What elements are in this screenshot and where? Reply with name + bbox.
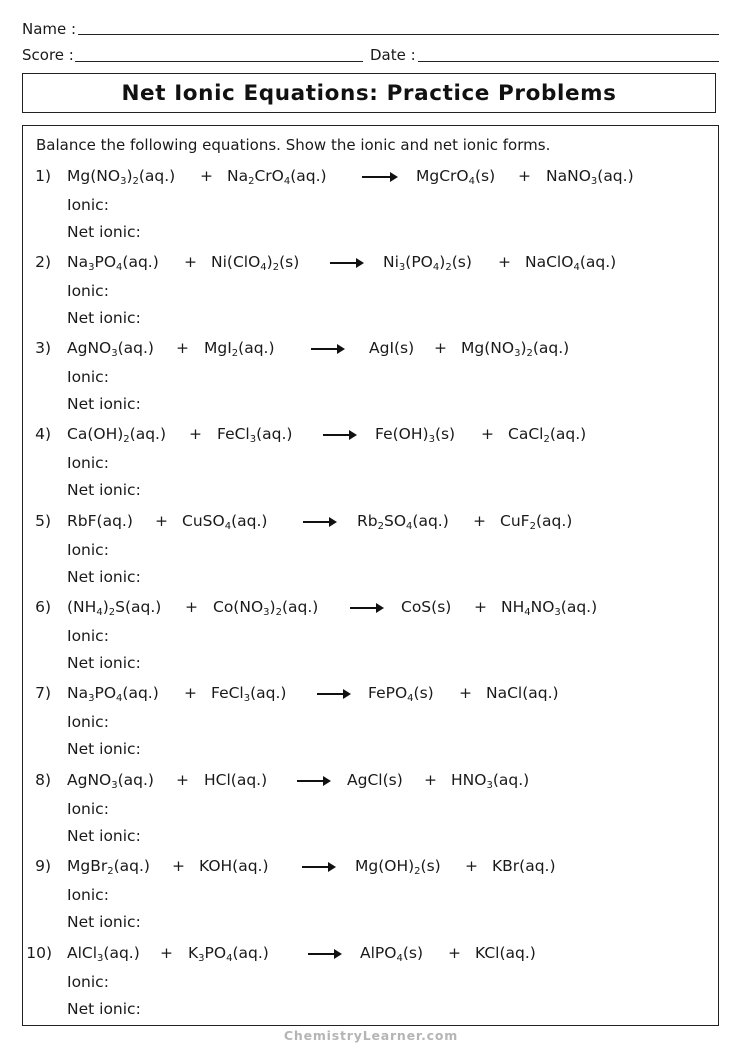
product-1: AgI(s) [369,339,415,357]
problem-number: 3) [35,339,51,357]
ionic-label: Ionic: [67,196,109,214]
net-ionic-label: Net ionic: [67,654,141,672]
plus-sign: + [185,598,198,616]
reactant-2: KOH(aq.) [199,857,269,875]
problem-10 [0,944,742,1030]
reactant-2: $Co(NO_3)_2(aq.)$ [213,598,319,618]
product-1: $Rb_2SO_4(aq.)$ [357,512,449,532]
product-2: KCl(aq.) [475,944,536,962]
page-title: Net Ionic Equations: Practice Problems [121,80,617,106]
plus-sign: + [498,253,511,271]
problem-4 [0,425,742,511]
product-2: CaCl$_2$(aq.) [508,425,587,445]
net-ionic-label: Net ionic: [67,827,141,845]
problem-8 [0,771,742,857]
date-label: Date : [370,46,416,64]
ionic-label: Ionic: [67,627,109,645]
reaction-arrow-icon [330,262,362,264]
net-ionic-label: Net ionic: [67,309,141,327]
problem-number: 2) [35,253,51,271]
reactant-1: $Na_3PO_4(aq.)$ [67,684,159,704]
reactant-1: AlCl$_3$(aq.) [67,944,140,964]
reaction-arrow-icon [303,521,335,523]
plus-sign: + [474,598,487,616]
product-1: AgCl(s) [347,771,403,789]
ionic-label: Ionic: [67,454,109,472]
product-1: MgCrO$_4$(s) [416,167,496,187]
plus-sign: + [176,339,189,357]
problem-2 [0,253,742,339]
plus-sign: + [518,167,531,185]
reaction-arrow-icon [350,607,382,609]
name-field[interactable] [78,34,719,35]
reactant-2: MgI$_2$(aq.) [204,339,275,359]
plus-sign: + [160,944,173,962]
name-label: Name : [22,20,77,38]
reactant-1: MgBr$_2$(aq.) [67,857,150,877]
reactant-1: $Na_3PO_4(aq.)$ [67,253,159,273]
score-date-line [0,46,742,66]
reactant-1: AgNO$_3$(aq.) [67,339,154,359]
problem-7 [0,684,742,770]
plus-sign: + [189,425,202,443]
instructions: Balance the following equations. Show the ionic and net ionic forms. [36,136,551,154]
plus-sign: + [473,512,486,530]
reactant-2: $Na_2CrO_4(aq.)$ [227,167,327,187]
plus-sign: + [465,857,478,875]
plus-sign: + [176,771,189,789]
ionic-label: Ionic: [67,541,109,559]
reaction-arrow-icon [323,434,355,436]
reactant-1: RbF(aq.) [67,512,133,530]
reaction-arrow-icon [362,176,396,178]
net-ionic-label: Net ionic: [67,481,141,499]
reactant-2: FeCl$_3$(aq.) [217,425,293,445]
reactant-2: FeCl$_3$(aq.) [211,684,287,704]
problem-number: 6) [35,598,51,616]
problem-6 [0,598,742,684]
plus-sign: + [155,512,168,530]
plus-sign: + [448,944,461,962]
product-2: CuF$_2$(aq.) [500,512,573,532]
product-1: FePO$_4$(s) [368,684,434,704]
ionic-label: Ionic: [67,713,109,731]
plus-sign: + [481,425,494,443]
plus-sign: + [424,771,437,789]
product-1: AlPO$_4$(s) [360,944,424,964]
product-1: $Mg(OH)_2(s)$ [355,857,441,877]
problem-1 [0,167,742,253]
problem-number: 9) [35,857,51,875]
net-ionic-label: Net ionic: [67,568,141,586]
net-ionic-label: Net ionic: [67,395,141,413]
problem-number: 10) [26,944,52,962]
problem-number: 8) [35,771,51,789]
net-ionic-label: Net ionic: [67,223,141,241]
product-2: NaClO$_4$(aq.) [525,253,617,273]
reaction-arrow-icon [308,953,340,955]
problem-number: 7) [35,684,51,702]
problem-9 [0,857,742,943]
reactant-1: $Mg(NO_3)_2(aq.)$ [67,167,176,187]
net-ionic-label: Net ionic: [67,740,141,758]
reactant-1: AgNO$_3$(aq.) [67,771,154,791]
title-box [22,73,716,113]
ionic-label: Ionic: [67,886,109,904]
ionic-label: Ionic: [67,800,109,818]
problem-number: 4) [35,425,51,443]
reactant-2: $K_3PO_4(aq.)$ [188,944,269,964]
product-1: CoS(s) [401,598,452,616]
product-2: $Mg(NO_3)_2(aq.)$ [461,339,570,359]
problem-number: 5) [35,512,51,530]
product-1: $Ni_3(PO_4)_2(s)$ [383,253,472,273]
ionic-label: Ionic: [67,368,109,386]
score-label: Score : [22,46,74,64]
product-2: $HNO_3(aq.)$ [451,771,530,791]
problem-5 [0,512,742,598]
product-2: NaCl(aq.) [486,684,559,702]
net-ionic-label: Net ionic: [67,913,141,931]
product-2: KBr(aq.) [492,857,556,875]
reaction-arrow-icon [311,348,343,350]
product-2: NaNO$_3$(aq.) [546,167,634,187]
ionic-label: Ionic: [67,282,109,300]
name-line [0,20,742,40]
plus-sign: + [200,167,213,185]
footer-brand: ChemistryLearner.com [283,1028,459,1043]
date-field[interactable] [418,61,719,62]
reactant-1: $(NH_4)_2S(aq.)$ [67,598,162,618]
plus-sign: + [184,253,197,271]
product-1: $Fe(OH)_3(s)$ [375,425,456,445]
reaction-arrow-icon [297,780,329,782]
plus-sign: + [184,684,197,702]
net-ionic-label: Net ionic: [67,1000,141,1018]
reactant-2: CuSO$_4$(aq.) [182,512,268,532]
plus-sign: + [172,857,185,875]
plus-sign: + [459,684,472,702]
problem-3 [0,339,742,425]
score-field[interactable] [75,61,363,62]
reaction-arrow-icon [317,693,349,695]
reactant-2: $Ni(ClO_4)_2(s)$ [211,253,300,273]
problem-number: 1) [35,167,51,185]
reactant-1: $Ca(OH)_2(aq.)$ [67,425,167,445]
plus-sign: + [434,339,447,357]
ionic-label: Ionic: [67,973,109,991]
reactant-2: HCl(aq.) [204,771,268,789]
product-2: $NH_4NO_3(aq.)$ [501,598,598,618]
reaction-arrow-icon [302,866,334,868]
